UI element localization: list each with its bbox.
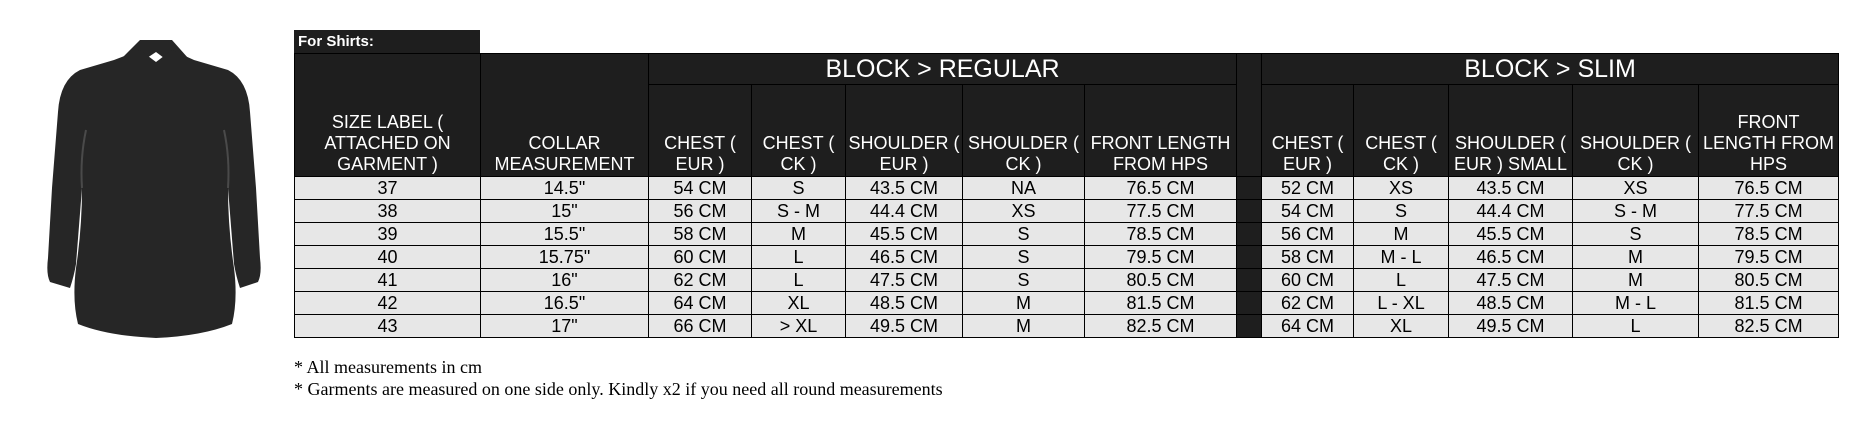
table-cell: 54 CM bbox=[1262, 200, 1354, 223]
table-cell: 62 CM bbox=[649, 269, 752, 292]
row-separator bbox=[1237, 269, 1262, 292]
table-cell: > XL bbox=[752, 315, 846, 338]
row-separator bbox=[1237, 223, 1262, 246]
table-cell: 16" bbox=[481, 269, 649, 292]
table-row bbox=[295, 200, 1839, 223]
header-regular-shoulder-eur: SHOULDER ( EUR ) bbox=[846, 85, 963, 177]
table-cell: 43 bbox=[295, 315, 481, 338]
header-regular-front-length: FRONT LENGTH FROM HPS bbox=[1085, 85, 1237, 177]
table-cell: L bbox=[752, 246, 846, 269]
table-cell: L bbox=[1354, 269, 1449, 292]
header-slim-front-length: FRONT LENGTH FROM HPS bbox=[1699, 85, 1839, 177]
row-separator bbox=[1237, 177, 1262, 200]
table-cell: 60 CM bbox=[649, 246, 752, 269]
table-cell: XL bbox=[752, 292, 846, 315]
header-slim-shoulder-eur: SHOULDER ( EUR ) SMALL bbox=[1449, 85, 1573, 177]
table-cell: S bbox=[1573, 223, 1699, 246]
table-cell: 82.5 CM bbox=[1085, 315, 1237, 338]
table-cell: NA bbox=[963, 177, 1085, 200]
table-cell: 81.5 CM bbox=[1699, 292, 1839, 315]
table-cell: 14.5" bbox=[481, 177, 649, 200]
table-cell: 46.5 CM bbox=[846, 246, 963, 269]
table-cell: 79.5 CM bbox=[1085, 246, 1237, 269]
section-label: For Shirts: bbox=[294, 30, 480, 54]
table-row bbox=[295, 177, 1839, 200]
block-separator bbox=[1237, 54, 1262, 177]
block-regular-title: BLOCK > REGULAR bbox=[649, 54, 1237, 85]
table-cell: 39 bbox=[295, 223, 481, 246]
table-cell: S - M bbox=[752, 200, 846, 223]
note-measurements: * All measurements in cm bbox=[294, 357, 482, 377]
table-cell: M bbox=[752, 223, 846, 246]
table-cell: 66 CM bbox=[649, 315, 752, 338]
table-cell: M bbox=[1573, 246, 1699, 269]
table-cell: 77.5 CM bbox=[1085, 200, 1237, 223]
table-row bbox=[295, 223, 1839, 246]
row-separator bbox=[1237, 200, 1262, 223]
table-cell: 45.5 CM bbox=[846, 223, 963, 246]
table-cell: 16.5" bbox=[481, 292, 649, 315]
table-cell: 43.5 CM bbox=[1449, 177, 1573, 200]
row-separator bbox=[1237, 246, 1262, 269]
table-cell: 37 bbox=[295, 177, 481, 200]
table-cell: 48.5 CM bbox=[1449, 292, 1573, 315]
table-cell: M bbox=[1573, 269, 1699, 292]
table-cell: 38 bbox=[295, 200, 481, 223]
table-cell: 56 CM bbox=[649, 200, 752, 223]
table-cell: 48.5 CM bbox=[846, 292, 963, 315]
table-row bbox=[295, 315, 1839, 338]
table-cell: XS bbox=[1573, 177, 1699, 200]
header-slim-chest-eur: CHEST ( EUR ) bbox=[1262, 85, 1354, 177]
table-cell: 78.5 CM bbox=[1085, 223, 1237, 246]
table-cell: XL bbox=[1354, 315, 1449, 338]
table-cell: M bbox=[1354, 223, 1449, 246]
table-cell: XS bbox=[1354, 177, 1449, 200]
table-cell: 77.5 CM bbox=[1699, 200, 1839, 223]
note-one-side: * Garments are measured on one side only. Kindly x2 if you need all round measurements bbox=[294, 379, 943, 399]
table-row bbox=[295, 246, 1839, 269]
table-cell: S bbox=[1354, 200, 1449, 223]
table-cell: S bbox=[963, 269, 1085, 292]
header-regular-chest-ck: CHEST ( CK ) bbox=[752, 85, 846, 177]
table-cell: 54 CM bbox=[649, 177, 752, 200]
header-regular-chest-eur: CHEST ( EUR ) bbox=[649, 85, 752, 177]
table-cell: 42 bbox=[295, 292, 481, 315]
table-cell: 62 CM bbox=[1262, 292, 1354, 315]
table-cell: 64 CM bbox=[649, 292, 752, 315]
header-row-blocks bbox=[295, 54, 1839, 85]
shirt-icon bbox=[22, 38, 284, 344]
header-collar: COLLAR MEASUREMENT bbox=[481, 54, 649, 177]
table-cell: 45.5 CM bbox=[1449, 223, 1573, 246]
table-cell: 80.5 CM bbox=[1085, 269, 1237, 292]
table-cell: M bbox=[963, 315, 1085, 338]
table-cell: 43.5 CM bbox=[846, 177, 963, 200]
table-cell: M - L bbox=[1573, 292, 1699, 315]
table-cell: S bbox=[752, 177, 846, 200]
table-cell: 15.5" bbox=[481, 223, 649, 246]
table-cell: XS bbox=[963, 200, 1085, 223]
notes bbox=[294, 356, 943, 400]
table-cell: 47.5 CM bbox=[1449, 269, 1573, 292]
table-cell: L bbox=[1573, 315, 1699, 338]
header-regular-shoulder-ck: SHOULDER ( CK ) bbox=[963, 85, 1085, 177]
table-cell: 52 CM bbox=[1262, 177, 1354, 200]
table-row bbox=[295, 292, 1839, 315]
row-separator bbox=[1237, 315, 1262, 338]
table-cell: 58 CM bbox=[649, 223, 752, 246]
table-row bbox=[295, 269, 1839, 292]
table-cell: 76.5 CM bbox=[1085, 177, 1237, 200]
table-cell: 47.5 CM bbox=[846, 269, 963, 292]
row-separator bbox=[1237, 292, 1262, 315]
table-cell: M bbox=[963, 292, 1085, 315]
table-cell: 40 bbox=[295, 246, 481, 269]
table-cell: 46.5 CM bbox=[1449, 246, 1573, 269]
table-cell: 76.5 CM bbox=[1699, 177, 1839, 200]
size-chart-table bbox=[294, 53, 1839, 338]
table-cell: L bbox=[752, 269, 846, 292]
table-cell: 80.5 CM bbox=[1699, 269, 1839, 292]
header-size-label: SIZE LABEL ( ATTACHED ON GARMENT ) bbox=[295, 54, 481, 177]
table-cell: 41 bbox=[295, 269, 481, 292]
table-cell: 78.5 CM bbox=[1699, 223, 1839, 246]
table-cell: 64 CM bbox=[1262, 315, 1354, 338]
table-cell: 49.5 CM bbox=[1449, 315, 1573, 338]
table-cell: 56 CM bbox=[1262, 223, 1354, 246]
block-slim-title: BLOCK > SLIM bbox=[1262, 54, 1839, 85]
table-cell: 15.75" bbox=[481, 246, 649, 269]
table-cell: 81.5 CM bbox=[1085, 292, 1237, 315]
table-cell: 44.4 CM bbox=[846, 200, 963, 223]
table-cell: M - L bbox=[1354, 246, 1449, 269]
table-cell: 60 CM bbox=[1262, 269, 1354, 292]
table-cell: 82.5 CM bbox=[1699, 315, 1839, 338]
header-slim-chest-ck: CHEST ( CK ) bbox=[1354, 85, 1449, 177]
table-cell: 49.5 CM bbox=[846, 315, 963, 338]
header-slim-shoulder-ck: SHOULDER ( CK ) bbox=[1573, 85, 1699, 177]
table-cell: 17" bbox=[481, 315, 649, 338]
table-cell: 58 CM bbox=[1262, 246, 1354, 269]
table-cell: S bbox=[963, 223, 1085, 246]
table-cell: 79.5 CM bbox=[1699, 246, 1839, 269]
table-cell: S bbox=[963, 246, 1085, 269]
table-cell: 15" bbox=[481, 200, 649, 223]
table-cell: L - XL bbox=[1354, 292, 1449, 315]
table-cell: 44.4 CM bbox=[1449, 200, 1573, 223]
table-cell: S - M bbox=[1573, 200, 1699, 223]
